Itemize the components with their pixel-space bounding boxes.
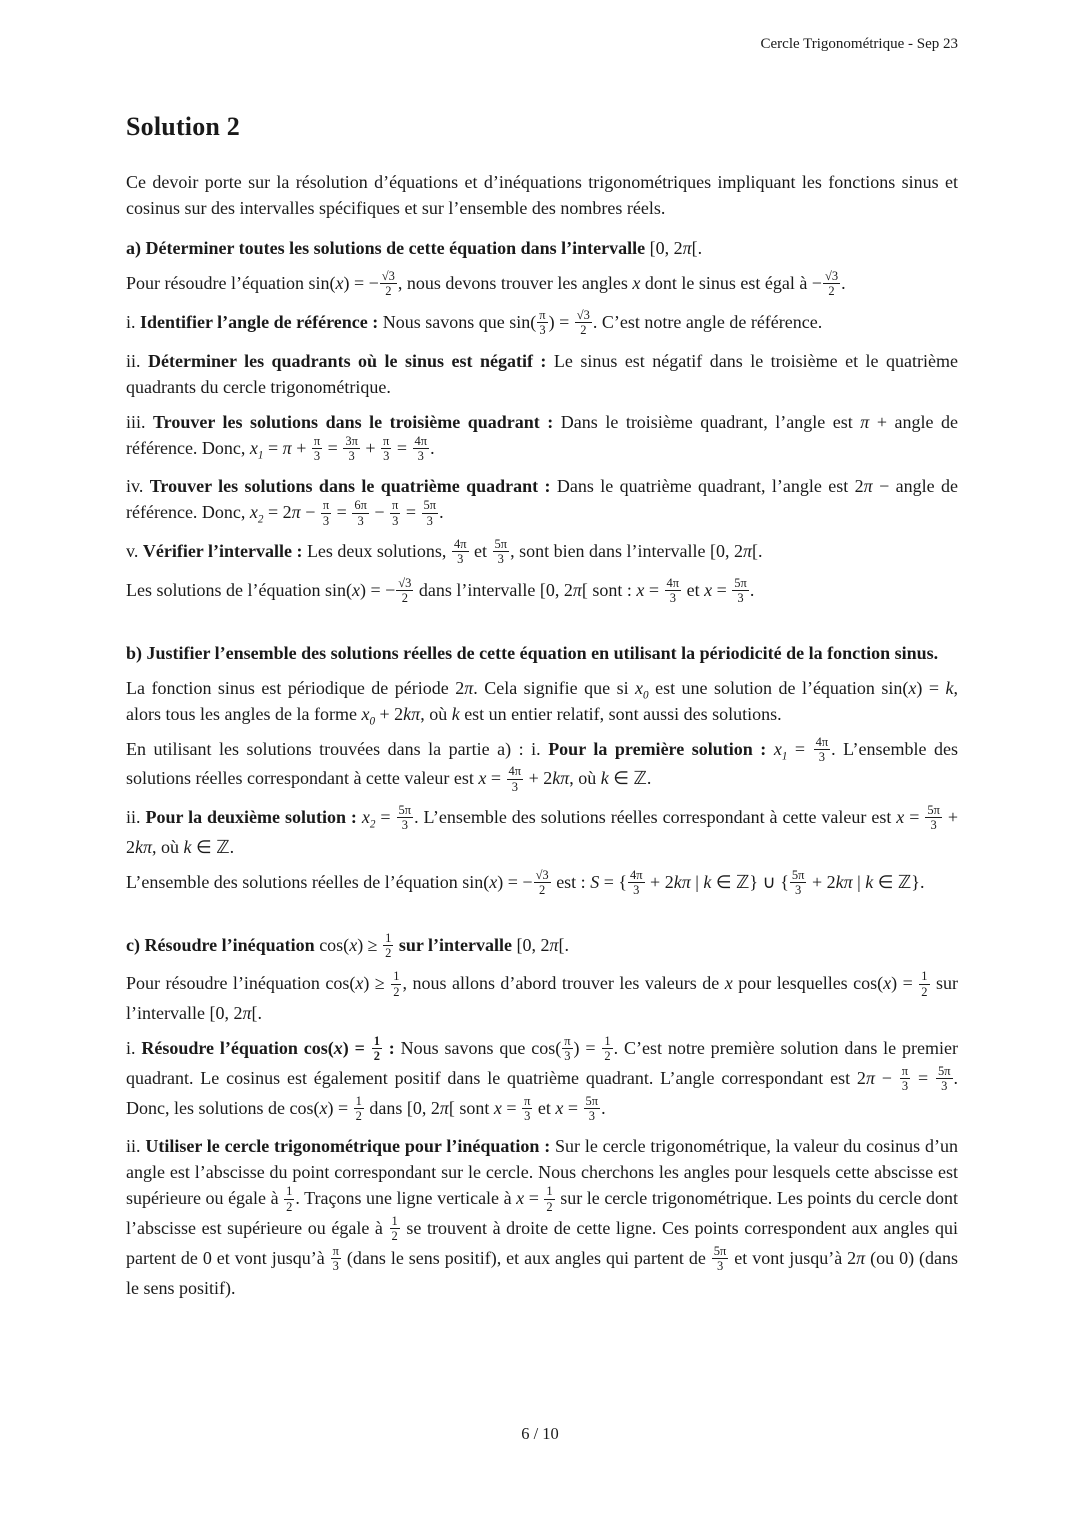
text-run: iii. [126,411,154,432]
text-run: = [323,437,343,458]
text-run: Pour résoudre l’équation sin( [126,273,336,293]
section-a-conclusion-paragraph [126,577,958,607]
text-run: dans l’intervalle [0, 2 [414,579,573,600]
text-run: L’ensemble des solutions réelles de l’équation sin( [126,871,490,892]
fraction: $\frac{5\pi}{3}$ [585,1093,599,1123]
fraction: $\frac{\pi}{3}$ [564,1034,571,1064]
fraction: $\frac{1}{2}$ [391,1214,398,1244]
step-ii-unit-circle-paragraph [126,1133,958,1300]
subscript: 1 [781,750,788,763]
text-run: + [360,437,381,458]
fraction: $\frac{5\pi}{3}$ [713,1243,727,1274]
text-run: kπ [552,768,570,789]
step-i-solve-equation-paragraph [126,1035,958,1124]
text-run: x [908,677,917,698]
text-run: Les deux solutions, [302,541,451,561]
text-run: Déterminer les quadrants où le sinus est négatif : [147,350,547,371]
text-run: x [883,973,892,994]
subscript: 2 [369,818,376,831]
fraction: $\frac{1}{2}$ [921,969,928,999]
text-run: π [464,677,474,698]
text-run: se trouvent à droite de cette ligne. Ces points correspondent aux angles qui partent de 0 et vont jusqu’à [126,1218,958,1268]
step-i-reference-angle-paragraph [126,309,958,339]
text-run: et vont jusqu’à 2 [729,1247,857,1268]
fraction: $\frac{\pi}{3}$ [539,307,546,338]
text-run: + [291,437,311,458]
section-b-heading [126,640,958,666]
text-run: ii. [126,807,146,827]
text-run: ii. [126,350,148,371]
text-run: Vérifier l’intervalle : [142,541,303,561]
text-run: x [249,437,258,458]
text-run: . L’ensemble des solutions réelles correspondant à cette valeur est [414,807,897,827]
text-run: ii. [126,1136,146,1157]
text-run: = [787,738,813,759]
text-run: : [382,1038,395,1058]
text-run: cos( [319,934,350,955]
text-run: Nous savons que sin( [378,311,537,332]
text-run: − [300,502,320,523]
text-run: x [249,502,258,523]
text-run: . Cela signifie que si [473,677,636,698]
fraction: $\frac{3\pi}{3}$ [345,433,358,463]
first-solution-set-paragraph [126,736,958,796]
text-run: + 2 [645,871,674,892]
fraction: $\frac{\pi}{3}$ [332,1243,339,1274]
text-run: , où [420,703,452,724]
text-run: x [478,768,487,789]
text-run: = [486,768,506,789]
fraction: $\frac{\pi}{3}$ [322,498,330,528]
text-run: π [439,1097,449,1118]
text-run: i. [126,311,141,332]
text-run: Nous savons que cos( [394,1038,562,1058]
text-run: dont le sinus est égal à − [640,273,822,293]
text-run: = [712,579,732,600]
text-run: k [703,871,712,892]
text-run: [. [691,238,703,258]
text-run: est une solution de l’équation sin( [648,677,909,698]
text-run: (dans le sens positif), et aux angles qui partent de [341,1247,711,1268]
text-run: [. [752,541,763,561]
text-run: x [319,1097,328,1118]
text-run: x [333,1038,343,1058]
page-number: 6 / 10 [521,1424,559,1443]
text-run: = [401,502,421,523]
text-run: . Traçons une ligne verticale à [295,1188,517,1209]
page-title: Solution 2 [126,112,240,141]
text-run: kπ [403,703,421,724]
text-run: = [904,807,925,827]
text-run: ) = − [343,273,379,293]
text-run: x [896,807,905,827]
fraction: $\frac{\pi}{3}$ [901,1063,909,1094]
text-run: , nous allons d’abord trouver les valeurs de [402,973,725,994]
fraction: $\frac{4\pi}{3}$ [453,537,467,567]
step-iii-third-quadrant-paragraph [126,409,958,465]
text-run: x [636,579,645,600]
text-run: x [361,807,370,827]
text-run: − angle de référence. Donc, [126,476,958,523]
fraction: $\frac{5\pi}{3}$ [734,575,747,606]
text-run: Identifier l’angle de référence : [140,311,379,332]
text-run: Pour la première solution : [548,738,767,759]
fraction: $\frac{4\pi}{3}$ [414,433,428,463]
text-run: x [632,273,641,293]
text-run: ) = [327,1097,353,1118]
text-run: . [749,579,755,600]
text-run: pour lesquelles cos( [732,973,884,994]
step-iv-fourth-quadrant-paragraph [126,473,958,529]
fraction: $\frac{4\pi}{3}$ [629,867,643,898]
text-run: π [743,541,753,561]
subscript: 0 [369,715,376,728]
page-header: Cercle Trigonométrique - Sep 23 [760,36,958,52]
text-run: [ sont : [581,579,637,600]
second-solution-set-paragraph [126,804,958,860]
text-run: , où [152,836,184,857]
text-run: En utilisant les solutions trouvées dans la partie a) : i. [126,738,549,759]
text-run: Résoudre l’équation cos( [141,1038,334,1058]
fraction: $\frac{√3}{2}$ [535,867,549,898]
text-run: π [860,411,870,432]
text-run: | [690,871,704,892]
step-ii-quadrants-paragraph [126,348,958,400]
fraction: $\frac{√3}{2}$ [398,575,412,606]
text-run: x [493,1097,502,1118]
fraction: $\frac{1}{2}$ [286,1184,293,1214]
text-run: x [724,973,733,994]
text-run: = [392,437,412,458]
periodicity-paragraph [126,675,958,727]
text-run: ) = − [497,871,533,892]
fraction: $\frac{1}{2}$ [355,1093,362,1123]
text-run: π [291,502,301,523]
fraction: $\frac{4\pi}{3}$ [666,575,680,606]
text-run: x [335,273,344,293]
text-run: (ou 0) (dans le sens positif). [126,1247,958,1298]
text-run: = [911,1067,935,1088]
text-run: π [282,437,292,458]
text-run: sur l’intervalle [0, 2 [126,973,958,1023]
text-run [766,739,774,759]
text-run: ) = [342,1038,371,1058]
text-run: , nous devons trouver les angles [397,273,633,293]
subscript: 0 [643,689,649,702]
text-run: . L’ensemble des solutions réelles correspondant à cette valeur est [126,738,959,789]
fraction: $\frac{1}{2}$ [604,1034,611,1064]
text-run: + angle de référence. Donc, [126,411,958,458]
text-run: ) ≥ [363,973,391,994]
text-run: v. [126,541,143,561]
text-run: ∈ ℤ. [191,836,235,857]
fraction: $\frac{5\pi}{3}$ [937,1063,951,1094]
text-run: Pour résoudre l’inéquation cos( [126,973,356,994]
text-run: kπ [835,871,853,892]
text-run: . C’est notre première solution dans le premier quadrant. Le cosinus est également positif dans le quatrième quadrant. L’angle correspondant est 2 [126,1038,958,1088]
text-run: , sont bien dans l’intervalle [0, 2 [510,541,744,561]
text-run: = [563,1097,583,1118]
text-run: . [601,1097,606,1118]
text-run: x [361,703,370,724]
text-run: Ce devoir porte sur la résolution d’équations et d’inéquations trigonométriques impliquant les fonctions sinus et cosinus sur des intervalles spécifiques et sur l’ensemble des nombres réels. [126,172,958,218]
fraction: $\frac{√3}{2}$ [381,269,395,299]
text-run: et [682,579,705,600]
text-run: ) = [916,677,946,698]
section-c-approach-paragraph [126,970,958,1026]
text-run: ∈ ℤ} ∪ { [711,871,789,892]
text-run: et [469,541,492,561]
text-run: Utiliser le cercle trigonométrique pour l’inéquation : [145,1136,551,1157]
text-run: π [572,579,582,600]
text-run: + 2 [375,703,404,724]
section-c-heading [126,932,958,962]
text-run: Les solutions de l’équation sin( [126,579,352,600]
text-run: x [773,738,782,759]
text-run: sur le cercle trigonométrique. Les points du cercle dont l’abscisse est supérieure ou égale à [126,1188,959,1238]
text-run: k [451,703,460,724]
text-run: k [183,836,192,857]
text-run: x [516,1188,525,1209]
text-run: . [439,502,444,523]
text-run: [0, 2 [649,238,683,258]
fraction: $\frac{\pi}{3}$ [524,1093,531,1123]
text-run: [0, 2 [516,934,550,955]
text-run: − [369,502,390,523]
text-run: Dans le quatrième quadrant, l’angle est 2 [550,476,864,497]
text-run: [. [558,934,569,955]
text-run: kπ [135,836,153,857]
fraction: $\frac{\pi}{3}$ [313,433,321,463]
text-run: ∈ ℤ. [608,768,652,789]
text-run: Sur le cercle trigonométrique, la valeur du cosinus d’un angle est l’abscisse du point correspondant sur le cercle. Nous cherchons les angles pour lesquels cette abscisse est supérieure ou égale à [126,1136,958,1209]
text-run: π [856,1247,866,1268]
text-run: a) Déterminer toutes les solutions de cette équation dans l’intervalle [126,238,650,258]
text-run: ) = [891,973,919,994]
text-run: ∈ ℤ}. [873,871,925,892]
fraction: $\frac{5\pi}{3}$ [494,537,508,567]
text-run: x [349,934,358,955]
fraction: $\frac{1}{2}$ [393,969,400,999]
text-run: k [865,871,874,892]
subscript: 1 [257,449,264,462]
fraction: $\frac{1}{2}$ [546,1184,553,1214]
fraction: $\frac{4\pi}{3}$ [815,734,829,764]
text-run: k [945,677,954,698]
document-content [126,112,958,1310]
text-run: sur l’intervalle [394,934,517,955]
text-run: Trouver les solutions dans le quatrième quadrant : [149,476,551,497]
fraction: $\frac{4\pi}{3}$ [508,764,522,794]
fraction: $\frac{5\pi}{3}$ [423,498,437,528]
fraction: $\frac{\pi}{3}$ [383,433,390,463]
fraction: $\frac{\pi}{3}$ [392,498,399,528]
fraction: $\frac{1}{2}$ [373,1034,380,1064]
text-run: [ sont [448,1097,494,1118]
text-run: + 2 [807,871,836,892]
text-run: π [865,1067,875,1088]
text-run: ) = − [359,579,396,600]
text-run: = [263,437,283,458]
fraction: $\frac{5\pi}{3}$ [927,803,940,833]
text-run: k [600,768,609,789]
text-run: Trouver les solutions dans le troisième quadrant : [153,411,554,432]
fraction: $\frac{1}{2}$ [385,930,392,960]
text-run: x [351,579,360,600]
text-run: + 2 [524,768,553,789]
text-run: , où [569,768,601,789]
text-run: Dans le troisième quadrant, l’angle est [553,411,861,432]
text-run: x [489,871,498,892]
text-run: Le sinus est négatif dans le troisième et le quatrième quadrants du cercle trigonométrique. [126,350,958,397]
text-run: . Donc, les solutions de cos( [126,1067,958,1118]
text-run: − [874,1067,899,1088]
text-run: et [533,1097,556,1118]
text-run: x [635,677,644,698]
fraction: $\frac{5\pi}{3}$ [398,803,412,833]
fraction: $\frac{6\pi}{3}$ [354,498,367,528]
section-b-conclusion-paragraph [126,869,958,899]
text-run: dans [0, 2 [364,1097,440,1118]
text-run: . [841,273,846,293]
text-run: | [852,871,866,892]
text-run: π [549,934,559,955]
text-run: La fonction sinus est périodique de période 2 [126,677,465,698]
text-run: Pour la deuxième solution : [145,807,357,827]
text-run: π [682,238,692,258]
text-run: = [332,502,352,523]
text-run: iv. [126,476,150,497]
text-run: kπ [673,871,691,892]
section-a-equation-paragraph [126,270,958,300]
text-run: = [524,1188,544,1209]
text-run: = 2 [263,502,292,523]
text-run: c) Résoudre l’inéquation [126,934,320,955]
subscript: 2 [257,513,264,526]
text-run: x [704,579,713,600]
text-run: est un entier relatif, sont aussi des solutions. [459,703,782,724]
fraction: $\frac{5\pi}{3}$ [791,867,805,898]
text-run: ) ≥ [357,934,383,955]
text-run: x [555,1097,564,1118]
text-run: b) Justifier l’ensemble des solutions réelles de cette équation en utilisant la périodicité de la fonction sinus. [126,642,939,663]
text-run: est : [551,871,591,892]
text-run: + 2 [126,807,959,857]
text-run: π [863,476,873,497]
text-run: = [501,1097,522,1118]
text-run: , alors tous les angles de la forme [126,677,958,724]
text-run: ) = [573,1038,602,1058]
section-a-heading [126,235,958,261]
text-run: = [644,579,664,600]
text-run: . C’est notre angle de référence. [592,311,823,332]
intro-paragraph [126,169,958,221]
text-run: = { [599,871,627,892]
text-run: π [242,1003,252,1023]
text-run: = [375,807,396,827]
text-run: [. [251,1003,262,1023]
text-run: x [355,973,364,994]
text-run: S [590,871,600,892]
step-v-interval-check-paragraph [126,538,958,568]
text-run: . [430,437,435,458]
text-run: i. [126,1038,142,1058]
text-run: ) = [548,311,574,332]
fraction: $\frac{√3}{2}$ [824,269,839,299]
fraction: $\frac{√3}{2}$ [576,307,590,338]
